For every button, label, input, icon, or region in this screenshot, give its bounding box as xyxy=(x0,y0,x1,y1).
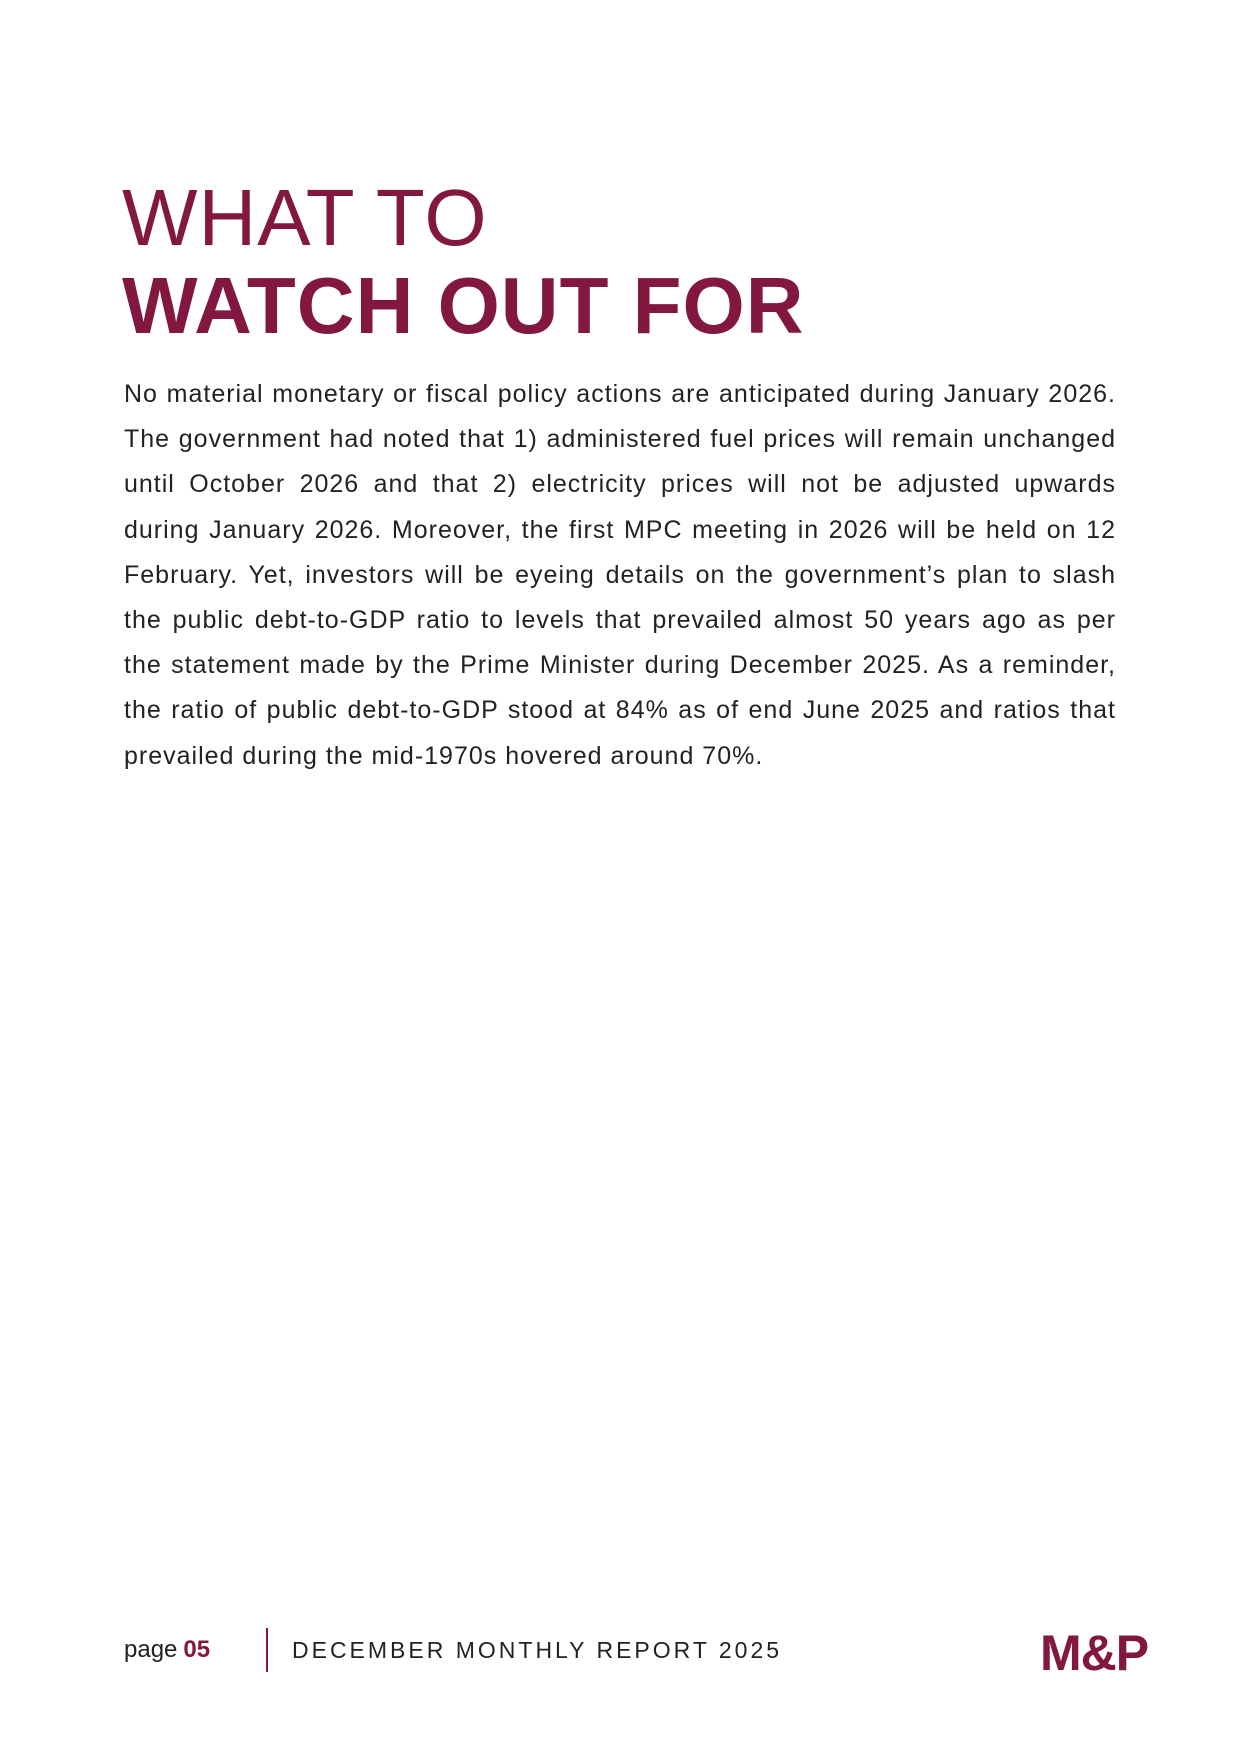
page-title-line1: WHAT TO xyxy=(122,173,488,262)
page-number: 05 xyxy=(183,1636,211,1663)
body-paragraph: No material monetary or fiscal policy actions are anticipated during January 2026. The government had noted that 1) administered fuel prices will remain unchanged until October 2026 and that 2) electricity prices will not be adjusted upwards during January 2026. Moreover, the first MPC meeting in 2026 will be held on 12 February. Yet, investors will be eyeing details on the government’s plan to slash the public debt-to-GDP ratio to levels that prevailed almost 50 years ago as per the statement made by the Prime Minister during December 2025. As a reminder, the ratio of public debt-to-GDP stood at 84% as of end June 2025 and ratios that prevailed during the mid-1970s hovered around 70%. xyxy=(124,380,1116,770)
page-label: page xyxy=(124,1636,178,1663)
report-title: DECEMBER MONTHLY REPORT 2025 xyxy=(292,1637,783,1663)
page-title xyxy=(122,175,1122,351)
footer-divider xyxy=(266,1628,268,1672)
page-footer xyxy=(124,1625,1204,1681)
page-title-line2: WATCH OUT FOR xyxy=(122,261,805,350)
page-number-label xyxy=(124,1636,210,1664)
company-logo: M&P xyxy=(1040,1625,1149,1681)
